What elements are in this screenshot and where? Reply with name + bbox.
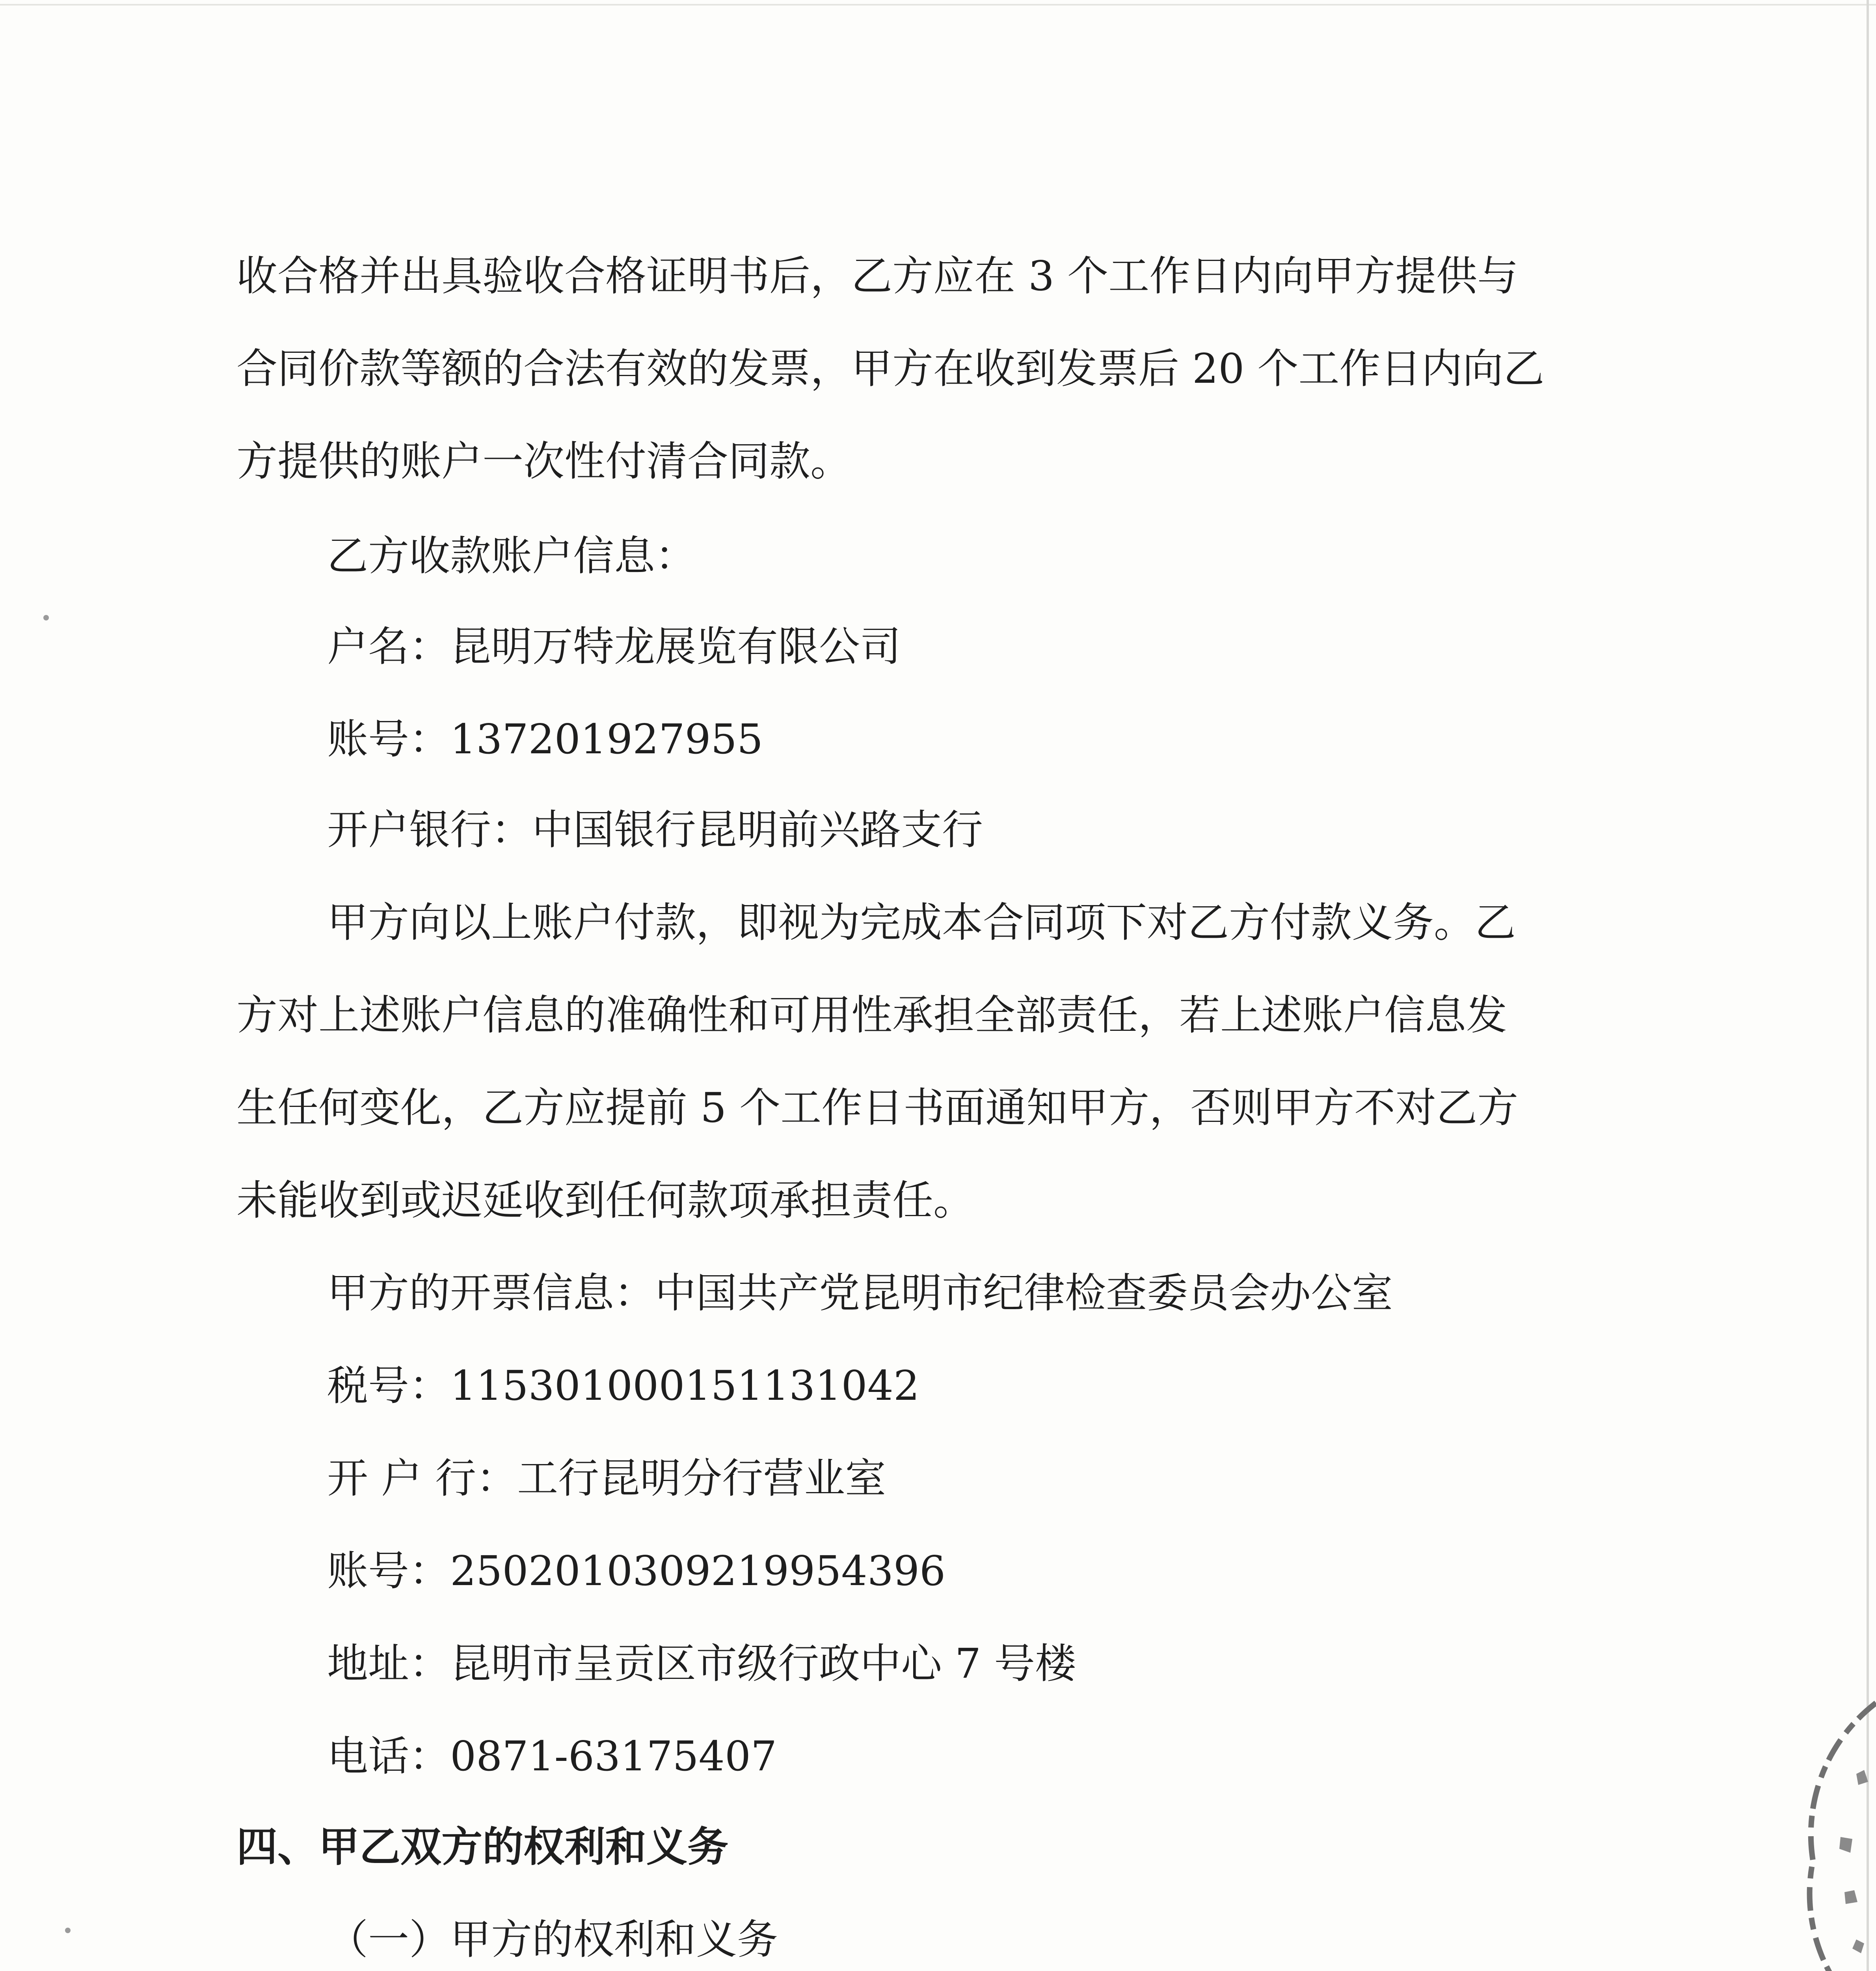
party-a-tax-id: 税号：11530100015113104​2: [327, 1362, 920, 1410]
party-a-bank: 开 户 行：工行昆明分行营业室: [327, 1454, 886, 1502]
obligation-paragraph-line-2: 方对上述账户信息的准确性和可用性承担全部责任，若上述账户信息发: [236, 991, 1508, 1039]
payment-paragraph-line-2: 合同价款等额的合法有效的发票，甲方在收到发票后 20 个工作日内向乙: [236, 345, 1545, 393]
party-a-address: 地址：昆明市呈贡区市级行政中心 7 号楼: [327, 1639, 1076, 1688]
party-a-invoice-title: 甲方的开票信息：中国共产党昆明市纪律检查委员会办公室: [327, 1269, 1393, 1317]
obligation-paragraph-line-4: 未能收到或迟延收到任何款项承担责任。: [236, 1176, 975, 1224]
party-b-bank: 开户银行：中国银行昆明前兴路支行: [327, 806, 983, 854]
party-b-account-name: 户名：昆明万特龙展览有限公司: [327, 622, 901, 671]
seal-stamp-graphic: [1797, 1687, 1876, 1971]
section-4-subheading: （一）甲方的权利和义务: [327, 1915, 778, 1964]
scan-edge-right: [1867, 0, 1869, 1971]
party-a-account: 账号：2502010309219954396: [327, 1547, 946, 1595]
scan-speck: [65, 1928, 71, 1933]
payment-paragraph-line-3: 方提供的账户一次性付清合同款。: [236, 437, 852, 485]
obligation-paragraph-line-1: 甲方向以上账户付款，即视为完成本合同项下对乙方付款义务。乙: [327, 898, 1516, 946]
scan-speck: [43, 615, 49, 620]
party-b-account-title: 乙方收款账户信息：: [327, 532, 696, 580]
section-4-heading: 四、甲乙双方的权利和义务: [236, 1822, 729, 1871]
payment-paragraph-line-1: 收合格并出具验收合格证明书后，乙方应在 3 个工作日内向甲方提供与: [236, 252, 1519, 300]
party-a-phone: 电话：0871-63175407: [327, 1732, 777, 1780]
party-b-account-number: 账号：137201927955: [327, 715, 763, 763]
obligation-paragraph-line-3: 生任何变化，乙方应提前 5 个工作日书面通知甲方，否则甲方不对乙方: [236, 1084, 1519, 1132]
scan-edge-top: [0, 4, 1876, 6]
seal-stamp-partial: [1797, 1687, 1876, 1971]
